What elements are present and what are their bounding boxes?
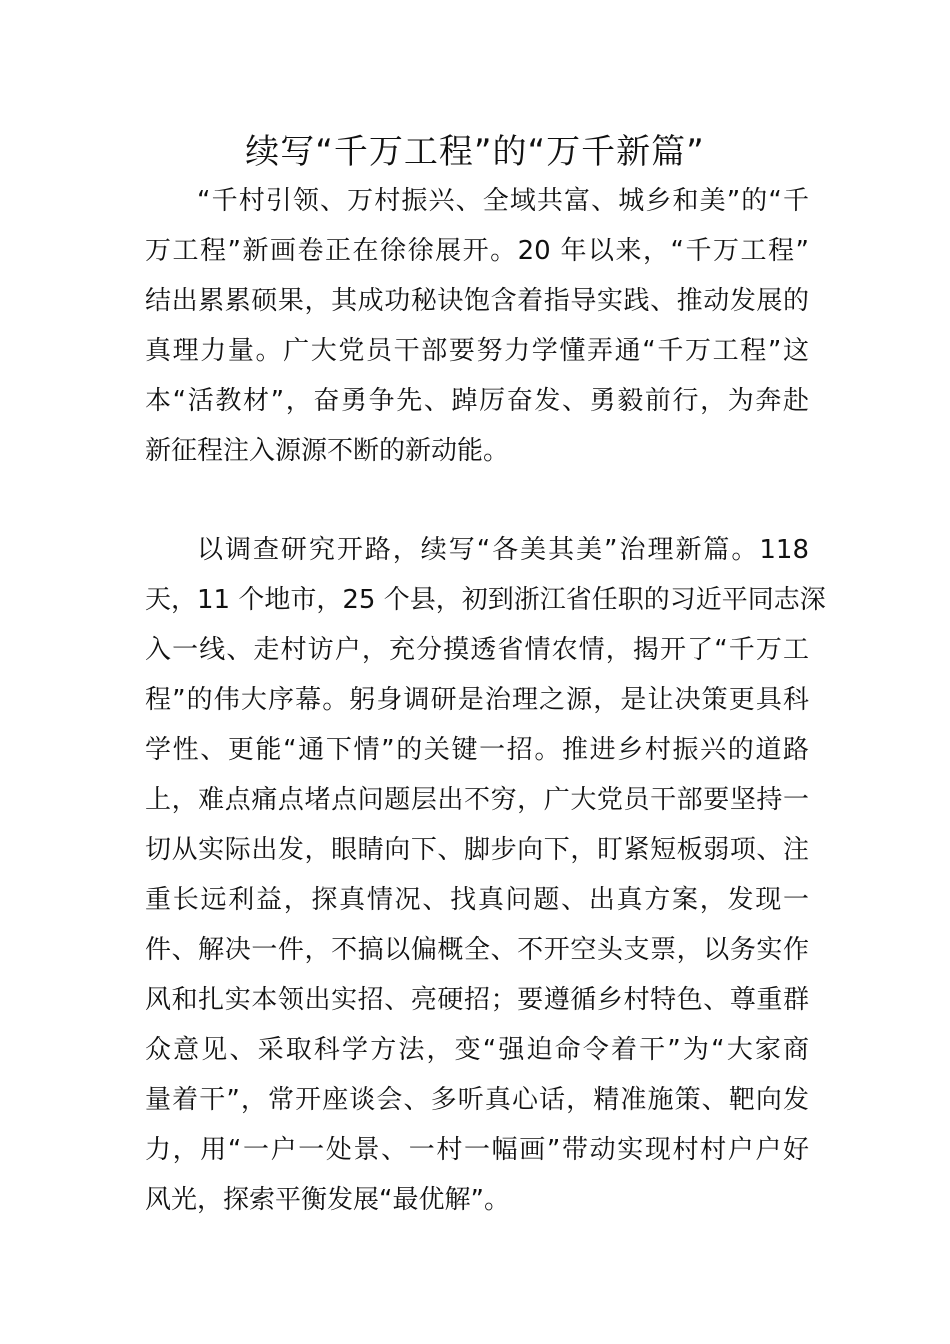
paragraph-2-line-12: 量着干”，常开座谈会、多听真心话，精准施策、靶向发 [145, 1085, 809, 1115]
paragraph-1-line-1: “千村引领、万村振兴、全域共富、城乡和美”的“千 [197, 186, 809, 216]
paragraph-2-line-7: 切从实际出发，眼睛向下、脚步向下，盯紧短板弱项、注 [145, 835, 809, 865]
paragraph-2-line-13: 力，用“一户一处景、一村一幅画”带动实现村村户户好 [145, 1135, 809, 1165]
paragraph-2-line-4: 程”的伟大序幕。躬身调研是治理之源，是让决策更具科 [145, 685, 809, 715]
paragraph-2-line-1: 以调查研究开路，续写“各美其美”治理新篇。118 [197, 535, 809, 565]
paragraph-2-line-11: 众意见、采取科学方法，变“强迫命令着干”为“大家商 [145, 1035, 809, 1065]
paragraph-1-line-3: 结出累累硕果，其成功秘诀饱含着指导实践、推动发展的 [145, 286, 809, 316]
paragraph-1-line-5: 本“活教材”，奋勇争先、踔厉奋发、勇毅前行，为奔赴 [145, 386, 809, 416]
paragraph-2-line-14: 风光，探索平衡发展“最优解”。 [145, 1185, 510, 1215]
paragraph-2-line-2: 天，11 个地市，25 个县，初到浙江省任职的习近平同志深 [145, 585, 826, 615]
paragraph-2-line-6: 上，难点痛点堵点问题层出不穷，广大党员干部要坚持一 [145, 785, 809, 815]
paragraph-2-line-8: 重长远利益，探真情况、找真问题、出真方案，发现一 [145, 885, 809, 915]
paragraph-1-line-2: 万工程”新画卷正在徐徐展开。20 年以来，“千万工程” [145, 236, 809, 266]
paragraph-2-line-5: 学性、更能“通下情”的关键一招。推进乡村振兴的道路 [145, 735, 809, 765]
paragraph-2-line-10: 风和扎实本领出实招、亮硬招；要遵循乡村特色、尊重群 [145, 985, 809, 1015]
paragraph-2-line-3: 入一线、走村访户，充分摸透省情农情，揭开了“千万工 [145, 635, 809, 665]
paragraph-2-line-9: 件、解决一件，不搞以偏概全、不开空头支票，以务实作 [145, 935, 809, 965]
paragraph-1-line-6: 新征程注入源源不断的新动能。 [145, 436, 510, 466]
paragraph-1-line-4: 真理力量。广大党员干部要努力学懂弄通“千万工程”这 [145, 336, 809, 366]
document-title: 续写“千万工程”的“万千新篇” [245, 132, 705, 172]
